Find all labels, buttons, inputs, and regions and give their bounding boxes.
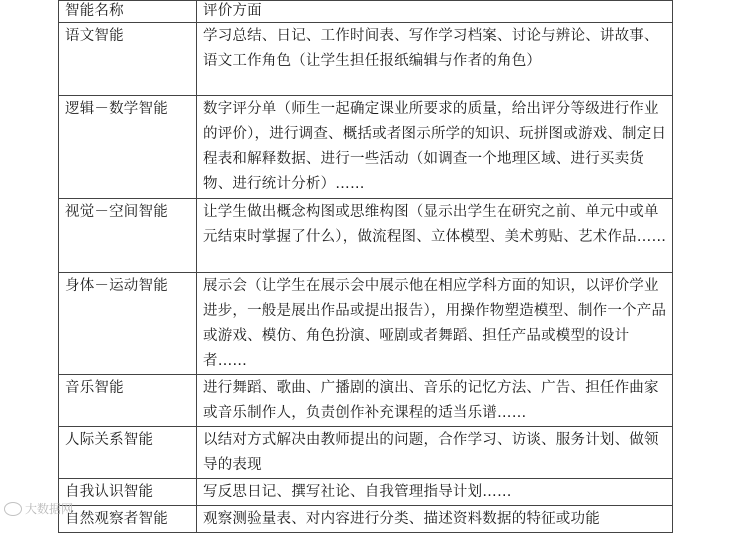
row-evaluation-content: 进行舞蹈、歌曲、广播剧的演出、音乐的记忆方法、广告、担任作曲家或音乐制作人，负责创作补充课程的适当乐谱…… [197, 375, 673, 427]
watermark [4, 500, 73, 517]
table-row [59, 199, 673, 273]
row-intelligence-name: 语文智能 [59, 23, 197, 96]
row-evaluation-content: 观察测验量表、对内容进行分类、描述资料数据的特征或功能 [197, 506, 673, 533]
watermark-text: 大数据网 [25, 502, 74, 516]
row-intelligence-name: 人际关系智能 [59, 427, 197, 479]
header-intelligence-name: 智能名称 [59, 1, 197, 23]
table-row [59, 506, 673, 533]
row-intelligence-name: 视觉－空间智能 [59, 199, 197, 273]
intelligence-evaluation-table [58, 0, 673, 533]
header-evaluation-aspects: 评价方面 [197, 1, 673, 23]
watermark-logo-icon [4, 502, 22, 516]
row-intelligence-name: 自我认识智能 [59, 479, 197, 506]
row-evaluation-content: 以结对方式解决由教师提出的问题，合作学习、访谈、服务计划、做领导的表现 [197, 427, 673, 479]
row-intelligence-name: 逻辑－数学智能 [59, 96, 197, 199]
row-evaluation-content: 让学生做出概念构图或思维构图（显示出学生在研究之前、单元中或单元结束时掌握了什么），做流程图、立体模型、美术剪贴、艺术作品…… [197, 199, 673, 273]
table-row [59, 479, 673, 506]
row-intelligence-name: 音乐智能 [59, 375, 197, 427]
row-intelligence-name: 自然观察者智能 [59, 506, 197, 533]
table-row [59, 427, 673, 479]
table-header-row [59, 1, 673, 23]
row-intelligence-name: 身体－运动智能 [59, 273, 197, 375]
row-evaluation-content: 数字评分单（师生一起确定课业所要求的质量，给出评分等级进行作业的评价），进行调查、概括或者图示所学的知识、玩拼图或游戏、制定日程表和解释数据、进行一些活动（如调查一个地理区域、进行买卖货物、进行统计分析）…… [197, 96, 673, 199]
table-row [59, 23, 673, 96]
row-evaluation-content: 写反思日记、撰写社论、自我管理指导计划…… [197, 479, 673, 506]
row-evaluation-content: 展示会（让学生在展示会中展示他在相应学科方面的知识，以评价学业进步，一般是展出作品或提出报告），用操作物塑造模型、制作一个产品或游戏、模仿、角色扮演、哑剧或者舞蹈、担任产品或模型的设计者…… [197, 273, 673, 375]
row-evaluation-content: 学习总结、日记、工作时间表、写作学习档案、讨论与辨论、讲故事、语文工作角色（让学生担任报纸编辑与作者的角色） [197, 23, 673, 96]
table-row [59, 96, 673, 199]
table-row [59, 273, 673, 375]
table-row [59, 375, 673, 427]
